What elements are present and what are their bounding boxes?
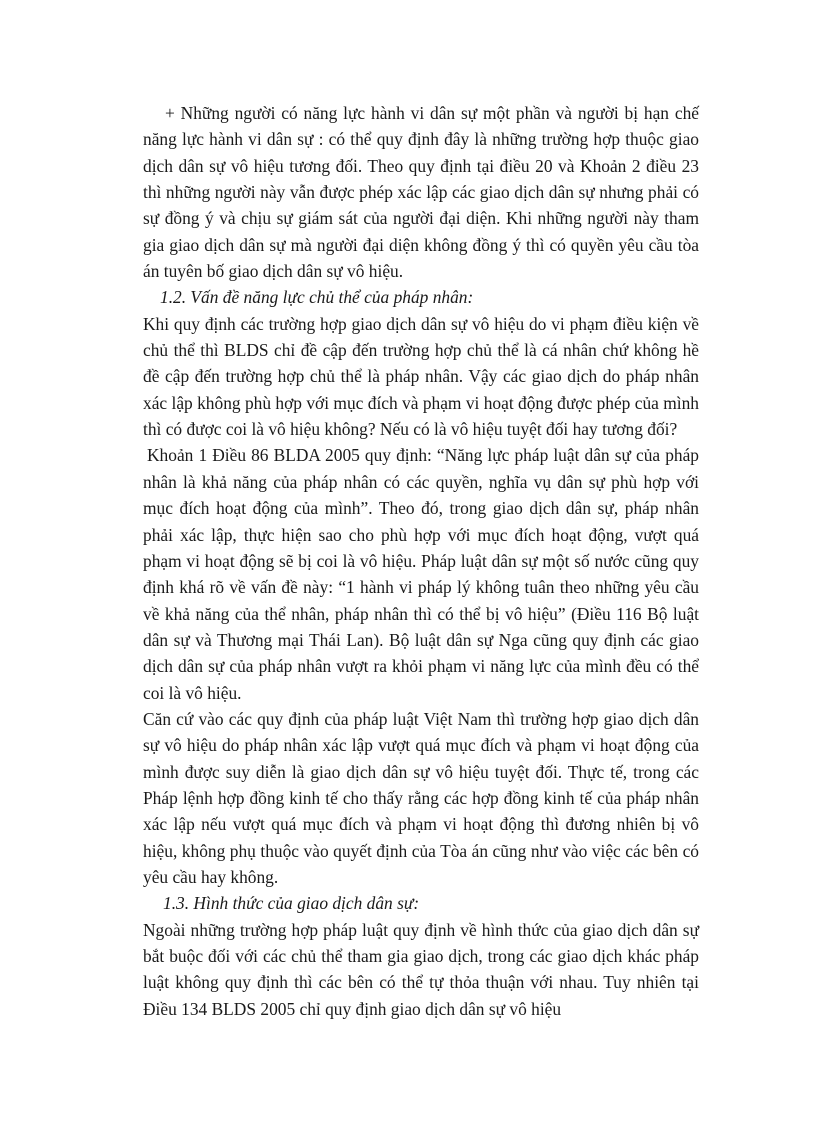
paragraph-article-86: Khoản 1 Điều 86 BLDA 2005 quy định: “Năng lực pháp luật dân sự của pháp nhân là khả năng của pháp nhân có các quyền, nghĩa vụ dân sự phù hợp với mục đích hoạt động của mình”. Theo đó, trong giao dịch dân sự, pháp nhân phải xác lập, thực hiện sao cho phù hợp với mục đích hoạt động, vượt quá phạm vi hoạt động sẽ bị coi là vô hiệu. Pháp luật dân sự một số nước cũng quy định khá rõ về vấn đề này: “1 hành vi pháp lý không tuân theo những yêu cầu về khả năng của thể nhân, pháp nhân thì có thể bị vô hiệu” (Điều 116 Bộ luật dân sự và Thương mại Thái Lan). Bộ luật dân sự Nga cũng quy định các giao dịch dân sự của pháp nhân vượt ra khỏi phạm vi năng lực của mình đều có thể coi là vô hiệu.: [143, 445, 699, 703]
paragraph-capacity-partial: + Những người có năng lực hành vi dân sự một phần và người bị hạn chế năng lực hành vi dân sự : có thể quy định đây là những trường hợp thuộc giao dịch dân sự vô hiệu tương đối. Theo quy định tại điều 20 và Khoản 2 điều 23 thì những người này vẫn được phép xác lập các giao dịch dân sự nhưng phải có sự đồng ý và chịu sự giám sát của người đại diện. Khi những người này tham gia giao dịch dân sự mà người đại diện không đồng ý thì có quyền yêu cầu tòa án tuyên bố giao dịch dân sự vô hiệu.: [143, 103, 699, 282]
section-heading-1-3: 1.3. Hình thức của giao dịch dân sự:: [163, 893, 420, 914]
document-page: [143, 100, 699, 1022]
section-heading-1-2: 1.2. Vấn đề năng lực chủ thể của pháp nhân:: [160, 287, 474, 308]
paragraph-legal-entity-question: Khi quy định các trường hợp giao dịch dân sự vô hiệu do vi phạm điều kiện về chủ thể thì BLDS chỉ đề cập đến trường hợp chủ thể là cá nhân chứ không hề đề cập đến trường hợp chủ thể là pháp nhân. Vậy các giao dịch do pháp nhân xác lập không phù hợp với mục đích và phạm vi hoạt động được phép của mình thì có được coi là vô hiệu không? Nếu có là vô hiệu tuyệt đối hay tương đối?: [143, 313, 699, 440]
paragraph-vietnam-law: Căn cứ vào các quy định của pháp luật Việt Nam thì trường hợp giao dịch dân sự vô hiệu do pháp nhân xác lập vượt quá mục đích và phạm vi hoạt động của mình được suy diễn là giao dịch dân sự vô hiệu tuyệt đối. Thực tế, trong các Pháp lệnh hợp đồng kinh tế cho thấy rằng các hợp đồng kinh tế của pháp nhân xác lập nếu vượt quá mục đích và phạm vi hoạt động thì đương nhiên bị vô hiệu, không phụ thuộc vào quyết định của Tòa án cũng như vào việc các bên có yêu cầu hay không.: [143, 708, 699, 887]
paragraph-form-of-transaction: Ngoài những trường hợp pháp luật quy định về hình thức của giao dịch dân sự bắt buộc đối với các chủ thể tham gia giao dịch, trong các giao dịch khác pháp luật không quy định thì các bên có thể tự thỏa thuận với nhau. Tuy nhiên tại Điều 134 BLDS 2005 chỉ quy định giao dịch dân sự vô hiệu: [143, 919, 699, 1019]
